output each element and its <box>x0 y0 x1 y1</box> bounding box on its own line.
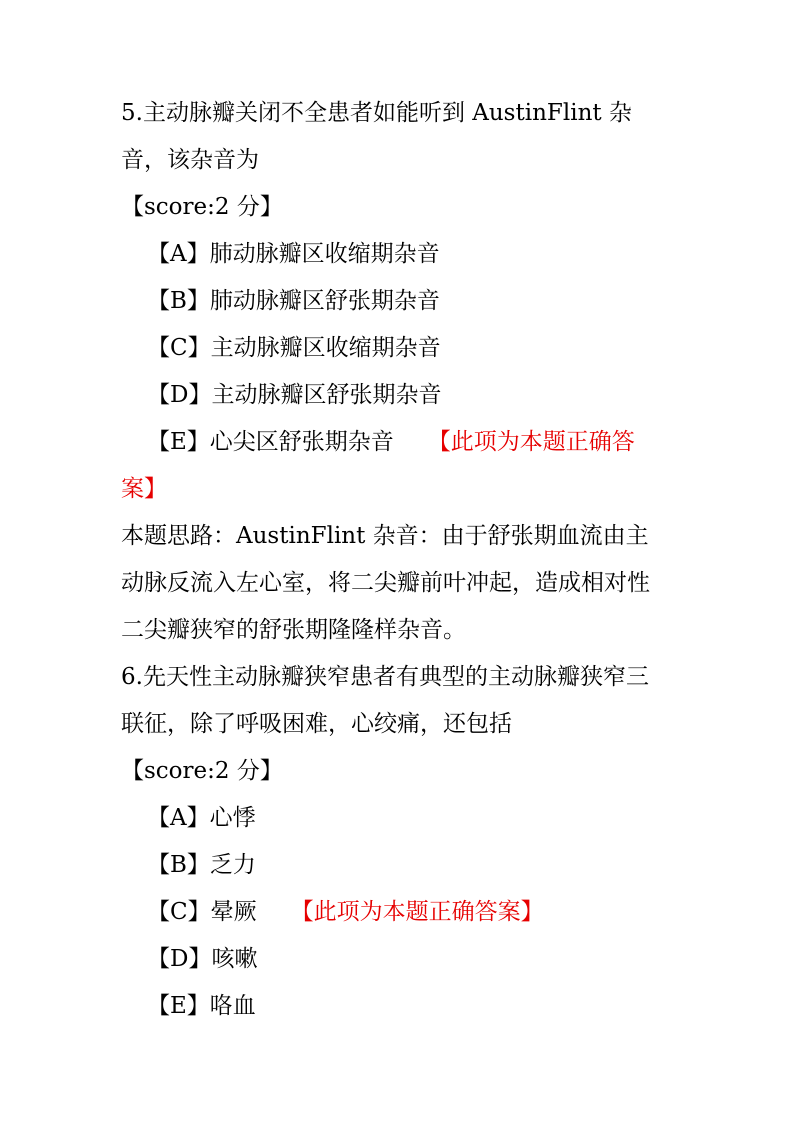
q5-correct-answer-mark: 【此项为本题正确答 <box>427 429 635 455</box>
q5-option-d: 【D】主动脉瓣区舒张期杂音 <box>147 382 442 408</box>
q5-score: 【score:2 分】 <box>121 194 283 220</box>
q6-option-c: 【C】晕厥 <box>147 899 257 925</box>
q6-option-e: 【E】咯血 <box>147 993 256 1019</box>
q6-option-c-row <box>147 897 544 927</box>
q5-correct-answer-mark-cont: 案】 <box>121 476 167 502</box>
q5-option-a: 【A】肺动脉瓣区收缩期杂音 <box>147 241 440 267</box>
q6-option-d: 【D】咳嗽 <box>147 946 258 972</box>
q5-option-e: 【E】心尖区舒张期杂音 <box>147 429 394 455</box>
q5-explanation-line1: 本题思路：AustinFlint 杂音：由于舒张期血流由主 <box>121 523 649 549</box>
q6-stem-line1: 6.先天性主动脉瓣狭窄患者有典型的主动脉瓣狭窄三 <box>121 664 649 690</box>
q6-score: 【score:2 分】 <box>121 758 283 784</box>
q5-option-c: 【C】主动脉瓣区收缩期杂音 <box>147 335 441 361</box>
q5-explanation-line3: 二尖瓣狭窄的舒张期隆隆样杂音。 <box>121 617 466 643</box>
q5-stem-line2: 音，该杂音为 <box>121 147 259 173</box>
q6-option-b: 【B】乏力 <box>147 852 256 878</box>
q5-stem-line1: 5.主动脉瓣关闭不全患者如能听到 AustinFlint 杂 <box>121 100 632 126</box>
q6-correct-answer-mark: 【此项为本题正确答案】 <box>290 899 544 925</box>
q5-explanation-line2: 动脉反流入左心室，将二尖瓣前叶冲起，造成相对性 <box>121 570 650 596</box>
q6-stem-line2: 联征，除了呼吸困难，心绞痛，还包括 <box>121 711 512 737</box>
q5-option-b: 【B】肺动脉瓣区舒张期杂音 <box>147 288 440 314</box>
q6-option-a: 【A】心悸 <box>147 805 256 831</box>
q5-option-e-row <box>147 427 635 457</box>
